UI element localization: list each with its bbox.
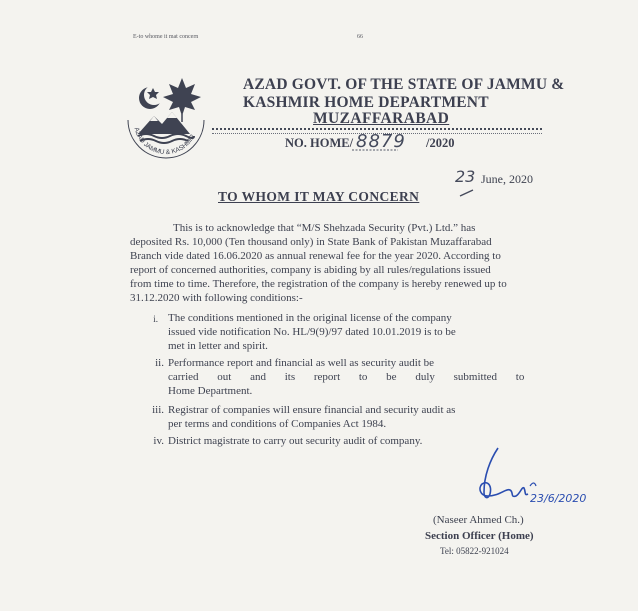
condition-number: iv. xyxy=(153,435,164,447)
document-title: TO WHOM IT MAY CONCERN xyxy=(218,189,420,204)
signatory-telephone: Tel: 05822-921024 xyxy=(440,546,509,556)
date-handwritten-day: 23 xyxy=(455,167,476,186)
condition-line: issued vide notification No. HL/9(9)/97 dated 10.01.2019 is to be xyxy=(168,326,456,338)
body-line: from time to time. Therefore, the registration of the company is hereby renewed up to xyxy=(130,278,507,290)
condition-number: i. xyxy=(153,314,158,324)
signature-date: 23/6/2020 xyxy=(530,492,587,505)
signatory-name: (Naseer Ahmed Ch.) xyxy=(433,514,524,526)
letterhead-line2: KASHMIR HOME DEPARTMENT xyxy=(243,94,489,111)
body-line: report of concerned authorities, company is abiding by all rules/regulations issued xyxy=(130,264,491,276)
ajk-emblem-icon xyxy=(120,70,212,162)
date-month-year: June, 2020 xyxy=(481,172,533,186)
signature-scribble xyxy=(470,440,587,512)
body-line: deposited Rs. 10,000 (Ten thousand only) in State Bank of Pakistan Muzaffarabad xyxy=(130,236,492,248)
condition-number: ii. xyxy=(155,357,164,369)
header-page-number: 66 xyxy=(357,34,363,40)
condition-line: The conditions mentioned in the original license of the company xyxy=(168,312,452,324)
condition-line: Performance report and financial as well as security audit be xyxy=(168,357,435,369)
condition-line: per terms and conditions of Companies Act 1984. xyxy=(168,418,387,430)
body-line: 31.12.2020 with following conditions:- xyxy=(130,292,303,304)
emblem-caption: AZAD JAMMU & KASHMIR xyxy=(132,126,197,157)
reference-prefix: NO. HOME/ xyxy=(285,136,354,150)
condition-line: Home Department. xyxy=(168,385,253,397)
letterhead-line1: AZAD GOVT. OF THE STATE OF JAMMU & xyxy=(243,76,565,93)
reference-handwritten-number: 8879 xyxy=(356,131,406,152)
signatory-designation: Section Officer (Home) xyxy=(425,530,534,542)
letterhead-city: MUZAFFARABAD xyxy=(313,110,450,127)
condition-line: Registrar of companies will ensure financial and security audit as xyxy=(168,404,456,416)
condition-line: carried out and its report to be duly submitted to xyxy=(168,371,525,383)
emblem xyxy=(120,70,212,162)
condition-number: iii. xyxy=(152,404,164,416)
reference-suffix: /2020 xyxy=(426,136,455,150)
body-line: Branch vide dated 16.06.2020 as annual renewal fee for the year 2020. According to xyxy=(130,250,501,262)
body-line: This is to acknowledge that “M/S Shehzada Security (Pvt.) Ltd.” has xyxy=(173,222,476,234)
condition-line: met in letter and spirit. xyxy=(168,340,268,352)
reference-underline xyxy=(352,148,398,152)
header-filename: E-to whome it mat concern xyxy=(133,34,199,40)
date-tick-mark xyxy=(458,188,476,198)
condition-line: District magistrate to carry out security audit of company. xyxy=(168,435,423,447)
